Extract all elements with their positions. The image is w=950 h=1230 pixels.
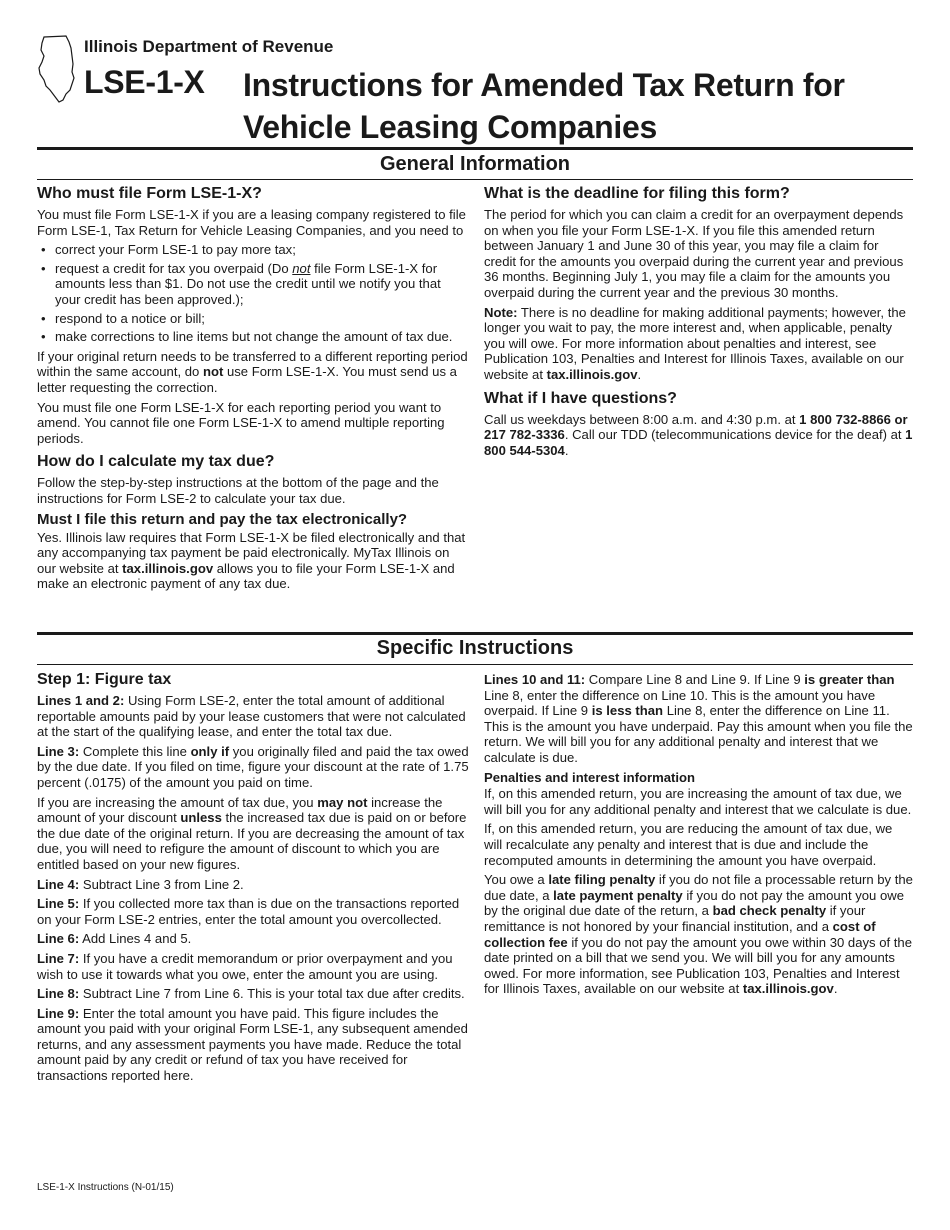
section-divider — [37, 664, 913, 665]
deadline-text: The period for which you can claim a credit for an overpayment depends on when you file your Form LSE-1-X. If you file this amended return between January 1 and June 30 of this year, you may file a claim for credit for the amounts you overpaid during the current year and previous 36 months. Beginning July 1, you may file a claim for the amounts you overpaid during the current year and the previous 30 months. — [484, 207, 904, 300]
list-item: • correct your Form LSE-1 to pay more tax; — [37, 242, 469, 258]
transfer-paragraph: If your original return needs to be transferred to a different reporting period within the same account, do not use Form LSE-1-X. You must send us a letter requesting the correction. — [37, 348, 468, 395]
who-must-file-intro: You must file Form LSE-1-X if you are a leasing company registered to file Form LSE-1, Tax Return for Vehicle Leasing Companies, and you need to — [37, 207, 466, 238]
who-must-file-list — [37, 242, 469, 345]
penalties-increase: If, on this amended return, you are increasing the amount of tax due, we will bill you for any additional penalty and interest that we calculate is due. — [484, 786, 912, 817]
who-must-file-heading: Who must file Form LSE-1-X? — [37, 185, 262, 202]
department-name: Illinois Department of Revenue — [84, 37, 334, 56]
lines-10-11: Lines 10 and 11: Compare Line 8 and Line 9. If Line 9 is greater than Line 8, enter the difference on Line 10. This is the amount you have overpaid. If Line 9 is less than Line 8, enter the difference on Line 11. This is the amount you have underpaid. Pay this amount when you file the return. We will bill you for any additional penalty and interest that we calculate is due. — [484, 672, 913, 765]
step1-heading: Step 1: Figure tax — [37, 671, 172, 688]
one-form-paragraph: You must file one Form LSE-1-X for each reporting period you want to amend. You cannot file one Form LSE-1-X to amend multiple reporting periods. — [37, 399, 445, 446]
specific-left-column — [37, 670, 469, 1088]
general-left-column — [37, 184, 469, 596]
footer-form-id: LSE-1-X Instructions (N-01/15) — [37, 1182, 174, 1193]
website-link[interactable]: tax.illinois.gov — [742, 981, 834, 997]
penalties-heading: Penalties and interest information — [484, 769, 695, 785]
calculate-tax-heading: How do I calculate my tax due? — [37, 453, 275, 471]
specific-divider — [37, 632, 913, 635]
list-item: • respond to a notice or bill; — [37, 311, 469, 327]
general-information-heading: General Information — [379, 153, 571, 175]
illinois-state-outline-icon — [36, 34, 78, 104]
deadline-note: Note: There is no deadline for making additional payments; however, the longer you wait to pay, the more interest and, when applicable, penalty you will owe. For more information about penalties and interest, see Publication 103, Penalties and Interest for Illinois Taxes, available on our website at tax.illinois.gov. — [484, 304, 906, 382]
specific-right-column — [484, 672, 914, 1001]
specific-instructions-heading: Specific Instructions — [376, 637, 574, 659]
lines-1-2: Lines 1 and 2: Using Form LSE-2, enter the total amount of additional reportable amounts paid by your lease customers that were not calculated at the start of the qualifying lease, and enter the total tax due. — [37, 693, 466, 740]
section-divider — [37, 179, 913, 180]
tdd-number: 1 800 544-5304 — [484, 427, 913, 458]
penalties-reduce: If, on this amended return, you are reducing the amount of tax due, we will recalculate any penalty and interest that is due and include the recomputed amounts in determining the amount you have overpaid. — [484, 821, 893, 868]
questions-heading: What if I have questions? — [484, 389, 677, 407]
discount-paragraph: If you are increasing the amount of tax due, you may not increase the amount of your discount unless the increased tax due is paid on or before the due date of the original return. If you are decreasing the amount of tax due, you will need to refigure the amount of discount to which you are entitled based on your new figures. — [37, 794, 467, 872]
website-link[interactable]: tax.illinois.gov — [122, 560, 214, 576]
list-item: • request a credit for tax you overpaid (Do not file Form LSE-1-X for amounts less than $1. Do not use the credit until we notify you that your credit has been approved.); — [37, 261, 469, 308]
form-number: LSE-1-X — [84, 64, 205, 100]
general-right-column — [484, 184, 914, 462]
penalties-owe: You owe a late filing penalty if you do not file a processable return by the due date, a late payment penalty if you do not pay the amount you owe by the original due date of the return, a bad check penalty if your remittance is not honored by your financial institution, and a cost of collection fee if you do not pay the amount you owe within 30 days of the date printed on a bill that we send you. We will bill you for any amounts owed. For more information, see Publication 103, Penalties and Interest for Illinois Taxes, available on our website at tax.illinois.gov. — [484, 872, 913, 997]
line-4: Line 4: Subtract Line 3 from Line 2. — [37, 876, 244, 892]
deadline-heading: What is the deadline for filing this form? — [484, 185, 790, 202]
line-3: Line 3: Complete this line only if you originally filed and paid the tax owed by the due date. If you filed on time, figure your discount at the rate of 1.75 percent (.0175) of the amount you paid on time. — [37, 743, 469, 790]
line-5: Line 5: If you collected more tax than is due on the transactions reported on your Form LSE-2 entries, enter the total amount you overcollected. — [37, 896, 460, 927]
phone-numbers: 1 800 732-8866 or 217 782-3336 — [484, 411, 908, 443]
questions-text: Call us weekdays between 8:00 a.m. and 4:30 p.m. at 1 800 732-8866 or 217 782-3336. Call our TDD (telecommunications device for the deaf) at 1 800 544-5304. — [484, 411, 913, 458]
line-9: Line 9: Enter the total amount you have paid. This figure includes the amount you paid with your original Form LSE-1, any subsequent amended returns, and any assessment payments you have made. Reduce the total amount paid by any credit or refund of tax you have received for transactions reported here. — [37, 1005, 468, 1084]
page-title: Instructions for Amended Tax Return for Vehicle Leasing Companies — [243, 67, 845, 145]
calculate-tax-text: Follow the step-by-step instructions at the bottom of the page and the instructions for Form LSE-2 to calculate your tax due. — [37, 475, 439, 506]
line-7: Line 7: If you have a credit memorandum or prior overpayment and you wish to use it towards what you owe, enter the amount you are using. — [37, 950, 453, 982]
header-divider — [37, 147, 913, 150]
line-6: Line 6: Add Lines 4 and 5. — [37, 931, 192, 947]
electronic-filing-text: Yes. Illinois law requires that Form LSE-1-X be filed electronically and that any accompanying tax payment be paid electronically. MyTax Illinois on our website at tax.illinois.gov allows you to file your Form LSE-1-X and make an electronic payment of any tax due. — [37, 529, 466, 592]
line-8: Line 8: Subtract Line 7 from Line 6. This is your total tax due after credits. — [37, 986, 465, 1002]
website-link[interactable]: tax.illinois.gov — [546, 366, 638, 382]
electronic-filing-heading: Must I file this return and pay the tax electronically? — [37, 510, 408, 528]
list-item: • make corrections to line items but not change the amount of tax due. — [37, 329, 469, 345]
